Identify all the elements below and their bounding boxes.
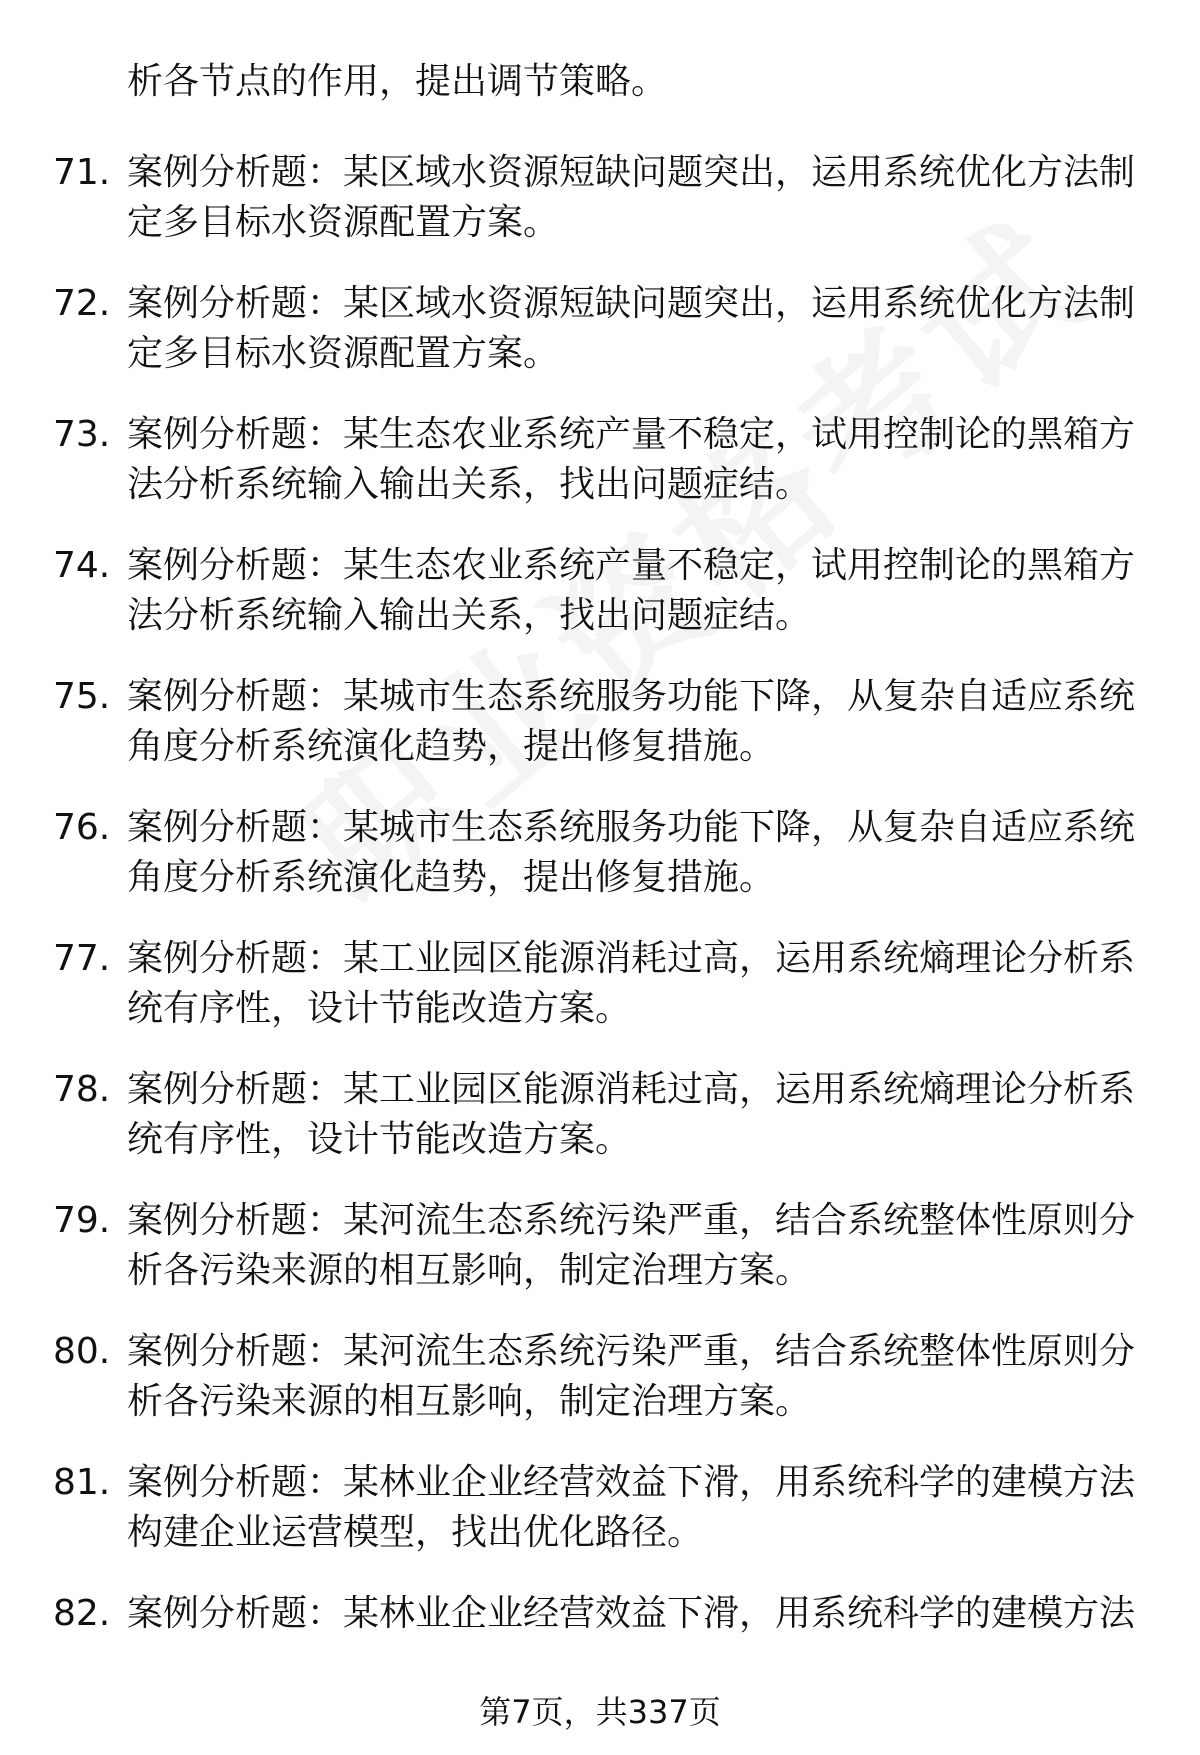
question-item-76 xyxy=(0,803,1200,934)
question-item-79 xyxy=(0,1196,1200,1327)
question-number: 80. xyxy=(53,1331,111,1372)
question-text: 案例分析题：某工业园区能源消耗过高，运用系统熵理论分析系统有序性，设计节能改造方案。 xyxy=(127,1069,1136,1160)
question-item-74 xyxy=(0,541,1200,672)
question-number: 77. xyxy=(53,938,111,979)
question-number: 78. xyxy=(53,1069,111,1110)
question-text: 案例分析题：某林业企业经营效益下滑，用系统科学的建模方法构建企业运营模型，找出优化路径。 xyxy=(127,1462,1136,1553)
continuation-text: 析各节点的作用，提出调节策略。 xyxy=(127,61,668,102)
question-number: 73. xyxy=(53,414,111,455)
question-number: 71. xyxy=(53,152,111,193)
question-text: 案例分析题：某生态农业系统产量不稳定，试用控制论的黑箱方法分析系统输入输出关系，找出问题症结。 xyxy=(127,414,1136,505)
question-item-80 xyxy=(0,1327,1200,1458)
question-item-78 xyxy=(0,1065,1200,1196)
question-text: 案例分析题：某生态农业系统产量不稳定，试用控制论的黑箱方法分析系统输入输出关系，找出问题症结。 xyxy=(127,545,1136,636)
page-footer: 第7页，共337页 xyxy=(479,1693,721,1731)
question-text: 案例分析题：某林业企业经营效益下滑，用系统科学的建模方法 xyxy=(127,1593,1136,1634)
question-number: 72. xyxy=(53,283,111,324)
question-number: 76. xyxy=(53,807,111,848)
question-number: 82. xyxy=(53,1593,111,1634)
question-text: 案例分析题：某河流生态系统污染严重，结合系统整体性原则分析各污染来源的相互影响，制定治理方案。 xyxy=(127,1331,1136,1422)
question-item-77 xyxy=(0,934,1200,1065)
question-number: 74. xyxy=(53,545,111,586)
question-text: 案例分析题：某工业园区能源消耗过高，运用系统熵理论分析系统有序性，设计节能改造方案。 xyxy=(127,938,1136,1029)
question-item-81 xyxy=(0,1458,1200,1589)
question-list xyxy=(0,148,1200,1720)
question-item-73 xyxy=(0,410,1200,541)
question-number: 75. xyxy=(53,676,111,717)
question-text: 案例分析题：某城市生态系统服务功能下降，从复杂自适应系统角度分析系统演化趋势，提出修复措施。 xyxy=(127,807,1136,898)
question-item-75 xyxy=(0,672,1200,803)
question-number: 79. xyxy=(53,1200,111,1241)
question-text: 案例分析题：某区域水资源短缺问题突出，运用系统优化方法制定多目标水资源配置方案。 xyxy=(127,283,1136,374)
question-text: 案例分析题：某城市生态系统服务功能下降，从复杂自适应系统角度分析系统演化趋势，提出修复措施。 xyxy=(127,676,1136,767)
question-number: 81. xyxy=(53,1462,111,1503)
question-text: 案例分析题：某河流生态系统污染严重，结合系统整体性原则分析各污染来源的相互影响，制定治理方案。 xyxy=(127,1200,1136,1291)
question-item-71 xyxy=(0,148,1200,279)
question-text: 案例分析题：某区域水资源短缺问题突出，运用系统优化方法制定多目标水资源配置方案。 xyxy=(127,152,1136,243)
question-item-72 xyxy=(0,279,1200,410)
